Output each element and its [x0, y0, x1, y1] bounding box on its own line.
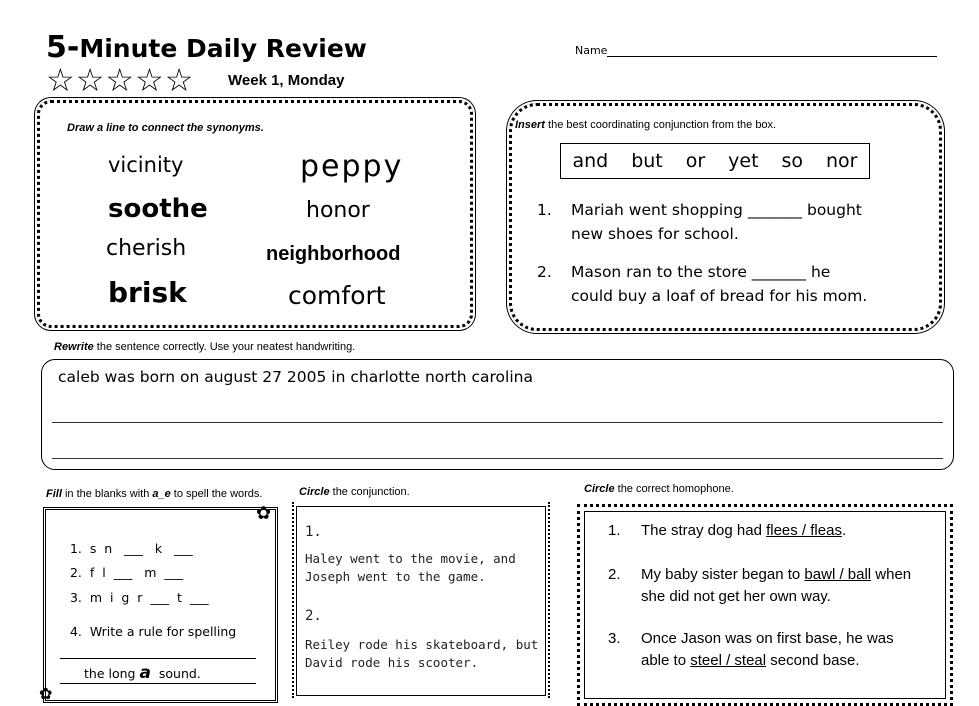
conjunction-option: nor [826, 150, 858, 172]
conjunction-option: so [781, 150, 804, 172]
synonym-left-3: cherish [106, 236, 187, 261]
synonym-right-4: comfort [288, 281, 386, 310]
synonym-left-1: vicinity [108, 153, 184, 177]
homophone-question-2: 2. My baby sister began to bawl / ball when she did not get her own way. [608, 566, 912, 605]
homophone-choice[interactable]: bawl / ball [804, 566, 872, 583]
fill-item-3: 3. m i g r ___ t ___ [69, 590, 209, 605]
synonyms-box [37, 100, 473, 328]
week-label: Week 1, Monday [228, 72, 345, 89]
conjunction-option: and [572, 150, 609, 172]
synonyms-instruction: Draw a line to connect the synonyms. [67, 122, 264, 134]
conjunction-question-2: 2. Mason ran to the store _______ he could buy a loaf of bread for his mom. [537, 263, 868, 305]
star-rating-icons: ☆☆☆☆☆ [46, 61, 195, 99]
bow-icon: ✿ [39, 684, 53, 703]
synonym-right-3: neighborhood [266, 243, 401, 265]
homophone-question-3: 3. Once Jason was on first base, he was able to steel / steal second base. [608, 630, 894, 669]
writing-line[interactable] [52, 458, 943, 459]
conjunction-option: but [631, 150, 663, 172]
synonym-left-2: soothe [108, 194, 208, 224]
page-title: 5-Minute Daily Review [46, 30, 367, 65]
conjunction-instruction: Insert the best coordinating conjunction from the box. [515, 119, 777, 131]
synonym-right-1: peppy [300, 149, 404, 184]
homophone-instruction: Circle the correct homophone. [584, 483, 734, 495]
bow-icon: ✿ [256, 503, 272, 524]
synonym-right-2: honor [306, 198, 370, 223]
rewrite-box [41, 359, 954, 470]
synonym-left-4: brisk [108, 276, 187, 309]
conjunction-word-box [560, 143, 870, 179]
circle-conj-num-1: 1. [305, 524, 322, 540]
rewrite-instruction: Rewrite the sentence correctly. Use your neatest handwriting. [54, 341, 356, 353]
fill-instruction: Fill in the blanks with a_e to spell the words. [46, 488, 263, 500]
circle-conj-num-2: 2. [305, 608, 322, 624]
rewrite-sentence: caleb was born on august 27 2005 in charlotte north carolina [58, 368, 533, 386]
fill-rule: 4. Write a rule for spelling the long a sound. [69, 624, 237, 683]
name-field[interactable]: Name [575, 44, 937, 57]
homophone-choice[interactable]: steel / steal [690, 652, 767, 669]
writing-line[interactable] [60, 658, 256, 659]
homophone-choice[interactable]: flees / fleas [766, 522, 842, 539]
fill-item-2: 2. f l ___ m ___ [69, 565, 184, 580]
dotted-border-left [292, 502, 294, 698]
dotted-border-right [548, 502, 550, 698]
conjunction-option: or [685, 150, 706, 172]
homophone-question-1: 1. The stray dog had flees / fleas. [608, 522, 847, 539]
fill-item-1: 1. s n ___ k ___ [69, 541, 193, 556]
circle-conj-instruction: Circle the conjunction. [299, 486, 410, 498]
circle-conj-sentence-2: Reiley rode his skateboard, but David rode his scooter. [305, 637, 539, 670]
circle-conj-sentence-1: Haley went to the movie, and Joseph went to the game. [305, 551, 516, 584]
name-line[interactable] [607, 46, 937, 57]
writing-line[interactable] [60, 683, 256, 684]
conjunction-question-1: 1. Mariah went shopping _______ bought new shoes for school. [537, 201, 862, 243]
conjunction-option: yet [728, 150, 759, 172]
writing-line[interactable] [52, 422, 943, 423]
